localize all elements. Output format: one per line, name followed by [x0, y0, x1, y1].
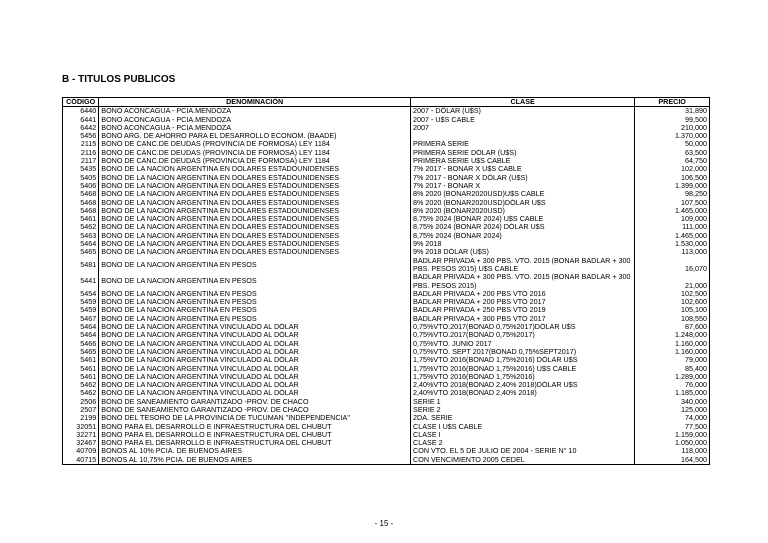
cell-class: 2DA. SERIE	[411, 414, 635, 422]
cell-name: BONO PARA EL DESARROLLO E INFRAESTRUCTURA DEL CHUBUT	[99, 431, 411, 439]
cell-name: BONO DE LA NACION ARGENTINA EN DOLARES ESTADOUNIDENSES	[99, 165, 411, 173]
cell-name: BONOS AL 10% PCIA. DE BUENOS AIRES	[99, 447, 411, 455]
cell-code: 2506	[63, 398, 99, 406]
cell-code: 6440	[63, 107, 99, 116]
cell-price: 98,250	[635, 190, 710, 198]
cell-class: CLASE I U$S CABLE	[411, 423, 635, 431]
cell-name: BONO DE LA NACION ARGENTINA EN PESOS	[99, 315, 411, 323]
cell-name: BONO DEL TESORO DE LA PROVINCIA DE TUCUMAN "INDEPENDENCIA"	[99, 414, 411, 422]
cell-name: BONO ACONCAGUA - PCIA.MENDOZA	[99, 107, 411, 116]
cell-code: 5465	[63, 348, 99, 356]
table-row	[63, 207, 710, 215]
table-row	[63, 165, 710, 173]
cell-class: 8% 2020 (BONAR2020USD)U$S CABLE	[411, 190, 635, 198]
cell-price: 1.370,000	[635, 132, 710, 140]
cell-code: 5405	[63, 174, 99, 182]
cell-class: 0,75%VTO. SEPT 2017(BONAD 0,75%SEPT2017)	[411, 348, 635, 356]
cell-price: 109,000	[635, 215, 710, 223]
cell-price: 118,000	[635, 447, 710, 455]
cell-name: BONO DE LA NACION ARGENTINA VINCULADO AL DÓLAR	[99, 373, 411, 381]
cell-price: 1.160,000	[635, 340, 710, 348]
cell-code: 5462	[63, 223, 99, 231]
table-row	[63, 240, 710, 248]
cell-name: BONO DE LA NACION ARGENTINA EN PESOS	[99, 273, 411, 290]
cell-class: SERIE 1	[411, 398, 635, 406]
cell-class: 8% 2020 (BONAR2020USD)	[411, 207, 635, 215]
table-row	[63, 124, 710, 132]
cell-name: BONO ARG. DE AHORRO PARA EL DESARROLLO ECONOM. (BAADE)	[99, 132, 411, 140]
table-row	[63, 447, 710, 455]
table-row	[63, 356, 710, 364]
cell-class: PRIMERA SERIE	[411, 140, 635, 148]
cell-price: 340,000	[635, 398, 710, 406]
cell-name: BONO DE LA NACION ARGENTINA VINCULADO AL DÓLAR	[99, 389, 411, 397]
cell-code: 32051	[63, 423, 99, 431]
header-code: CÓDIGO	[63, 98, 99, 107]
table-row	[63, 199, 710, 207]
page-number: - 15 -	[374, 519, 394, 528]
section-title: B - TITULOS PUBLICOS	[62, 74, 176, 85]
cell-code: 5459	[63, 298, 99, 306]
cell-class: 8,75% 2024 (BONAR 2024) U$S CABLE	[411, 215, 635, 223]
cell-price: 107,500	[635, 199, 710, 207]
cell-code: 40709	[63, 447, 99, 455]
table-row	[63, 257, 710, 274]
cell-code: 5461	[63, 215, 99, 223]
cell-price: 77,500	[635, 423, 710, 431]
cell-code: 5461	[63, 356, 99, 364]
cell-name: BONO DE LA NACION ARGENTINA EN DOLARES ESTADOUNIDENSES	[99, 199, 411, 207]
cell-code: 5454	[63, 290, 99, 298]
cell-price: 102,600	[635, 298, 710, 306]
cell-class: 2,40%VTO 2018(BONAD 2,40% 2018)DÓLAR U$S	[411, 381, 635, 389]
cell-class: 2007 - U$S CABLE	[411, 116, 635, 124]
cell-price: 113,000	[635, 248, 710, 256]
cell-name: BONO DE LA NACION ARGENTINA EN DOLARES ESTADOUNIDENSES	[99, 182, 411, 190]
cell-code: 5468	[63, 190, 99, 198]
cell-code: 32271	[63, 431, 99, 439]
cell-class: 9% 2018 DÓLAR (U$S)	[411, 248, 635, 256]
cell-name: BONO DE LA NACION ARGENTINA EN PESOS	[99, 257, 411, 274]
cell-class: BADLAR PRIVADA + 200 PBS VTO 2017	[411, 298, 635, 306]
table-row	[63, 373, 710, 381]
cell-name: BONO DE SANEAMIENTO GARANTIZADO -PROV. DE CHACO	[99, 398, 411, 406]
header-price: PRECIO	[635, 98, 710, 107]
cell-code: 2507	[63, 406, 99, 414]
cell-price: 1.289,000	[635, 373, 710, 381]
cell-name: BONO ACONCAGUA - PCIA.MENDOZA	[99, 124, 411, 132]
table-row	[63, 107, 710, 116]
cell-price: 64,750	[635, 157, 710, 165]
table-row	[63, 174, 710, 182]
table-row	[63, 182, 710, 190]
cell-name: BONO DE LA NACION ARGENTINA EN DOLARES ESTADOUNIDENSES	[99, 207, 411, 215]
table-row	[63, 315, 710, 323]
public-bonds-table	[62, 97, 710, 465]
table-row	[63, 248, 710, 256]
cell-price: 102,500	[635, 290, 710, 298]
table-row	[63, 340, 710, 348]
table-row	[63, 456, 710, 465]
cell-class: BADLAR PRIVADA + 300 PBS. VTO. 2015 (BONAR BADLAR + 300 PBS. PESOS 2015)	[411, 273, 635, 290]
cell-price: 210,000	[635, 124, 710, 132]
cell-class: 7% 2017 - BONAR X DÓLAR (U$S)	[411, 174, 635, 182]
cell-price: 50,000	[635, 140, 710, 148]
table-header-row	[63, 98, 710, 107]
cell-price: 102,000	[635, 165, 710, 173]
cell-name: BONO DE LA NACION ARGENTINA VINCULADO AL DÓLAR	[99, 381, 411, 389]
cell-class: 8,75% 2024 (BONAR 2024) DÓLAR U$S	[411, 223, 635, 231]
cell-class: 9% 2018	[411, 240, 635, 248]
table-row	[63, 140, 710, 148]
table-row	[63, 365, 710, 373]
table-row	[63, 381, 710, 389]
cell-name: BONO DE LA NACION ARGENTINA EN DOLARES ESTADOUNIDENSES	[99, 232, 411, 240]
cell-price: 1.399,000	[635, 182, 710, 190]
table-row	[63, 149, 710, 157]
cell-name: BONO DE LA NACION ARGENTINA EN PESOS	[99, 290, 411, 298]
table-row	[63, 132, 710, 140]
table-row	[63, 398, 710, 406]
table-row	[63, 389, 710, 397]
table-row	[63, 323, 710, 331]
table-row	[63, 439, 710, 447]
cell-price: 1.160,000	[635, 348, 710, 356]
cell-class: CON VTO. EL 5 DE JULIO DE 2004 - SERIE N° 10	[411, 447, 635, 455]
cell-name: BONO DE CANC.DE DEUDAS (PROVINCIA DE FORMOSA) LEY 1184	[99, 140, 411, 148]
cell-name: BONO DE LA NACION ARGENTINA EN DOLARES ESTADOUNIDENSES	[99, 190, 411, 198]
cell-price: 99,500	[635, 116, 710, 124]
cell-name: BONOS AL 10,75% PCIA. DE BUENOS AIRES	[99, 456, 411, 465]
cell-name: BONO DE LA NACION ARGENTINA VINCULADO AL DÓLAR	[99, 365, 411, 373]
cell-code: 5481	[63, 257, 99, 274]
cell-name: BONO DE LA NACION ARGENTINA VINCULADO AL DÓLAR	[99, 323, 411, 331]
cell-code: 5467	[63, 315, 99, 323]
table-row	[63, 431, 710, 439]
cell-class: 7% 2017 - BONAR X	[411, 182, 635, 190]
cell-code: 5461	[63, 365, 99, 373]
cell-name: BONO DE LA NACION ARGENTINA EN PESOS	[99, 306, 411, 314]
cell-class: BADLAR PRIVADA + 300 PBS. VTO. 2015 (BONAR BADLAR + 300 PBS. PESOS 2015) U$S CABLE	[411, 257, 635, 274]
cell-price: 1.050,000	[635, 439, 710, 447]
cell-class: 2,40%VTO 2018(BONAD 2,40% 2018)	[411, 389, 635, 397]
cell-code: 5461	[63, 373, 99, 381]
cell-class: CLASE 2	[411, 439, 635, 447]
cell-code: 5462	[63, 381, 99, 389]
cell-price: 31,890	[635, 107, 710, 116]
cell-class: 8% 2020 (BONAR2020USD)DÓLAR U$S	[411, 199, 635, 207]
cell-price: 74,000	[635, 414, 710, 422]
cell-price: 63,500	[635, 149, 710, 157]
cell-class: 1,75%VTO 2016(BONAD 1,75%2016) DÓLAR U$S	[411, 356, 635, 364]
cell-code: 40715	[63, 456, 99, 465]
cell-code: 5464	[63, 240, 99, 248]
table-row	[63, 223, 710, 231]
cell-class: 0,75%VTO.2017(BONAD 0,75%2017)	[411, 331, 635, 339]
cell-name: BONO DE LA NACION ARGENTINA VINCULADO AL DÓLAR	[99, 331, 411, 339]
header-class: CLASE	[411, 98, 635, 107]
cell-class: 7% 2017 - BONAR X U$S CABLE	[411, 165, 635, 173]
cell-price: 16,070	[635, 257, 710, 274]
cell-price: 1.530,000	[635, 240, 710, 248]
cell-code: 6442	[63, 124, 99, 132]
cell-class: BADLAR PRIVADA + 300 PBS VTO 2017	[411, 315, 635, 323]
cell-name: BONO DE CANC.DE DEUDAS (PROVINCIA DE FORMOSA) LEY 1184	[99, 149, 411, 157]
cell-price: 1.159,000	[635, 431, 710, 439]
cell-code: 2115	[63, 140, 99, 148]
table-body	[63, 107, 710, 465]
table-row	[63, 273, 710, 290]
cell-code: 5459	[63, 306, 99, 314]
cell-class: 0,75%VTO. JUNIO 2017	[411, 340, 635, 348]
cell-code: 2117	[63, 157, 99, 165]
cell-code: 5466	[63, 340, 99, 348]
table-row	[63, 414, 710, 422]
cell-class: SERIE 2	[411, 406, 635, 414]
cell-class: CLASE I	[411, 431, 635, 439]
cell-name: BONO DE LA NACION ARGENTINA EN DOLARES ESTADOUNIDENSES	[99, 223, 411, 231]
cell-class: 0,75%VTO.2017(BONAD 0,75%2017)DÓLAR U$S	[411, 323, 635, 331]
cell-class: 1,75%VTO 2016(BONAD 1,75%2016)	[411, 373, 635, 381]
cell-name: BONO DE LA NACION ARGENTINA EN DOLARES ESTADOUNIDENSES	[99, 215, 411, 223]
cell-code: 5465	[63, 248, 99, 256]
table-row	[63, 290, 710, 298]
cell-name: BONO PARA EL DESARROLLO E INFRAESTRUCTURA DEL CHUBUT	[99, 423, 411, 431]
cell-price: 106,500	[635, 174, 710, 182]
cell-class: BADLAR PRIVADA + 250 PBS VTO 2019	[411, 306, 635, 314]
cell-name: BONO DE LA NACION ARGENTINA VINCULADO AL DÓLAR	[99, 340, 411, 348]
cell-price: 79,000	[635, 356, 710, 364]
cell-price: 1.185,000	[635, 389, 710, 397]
cell-price: 105,100	[635, 306, 710, 314]
cell-name: BONO DE LA NACION ARGENTINA EN PESOS	[99, 298, 411, 306]
cell-code: 5464	[63, 331, 99, 339]
cell-price: 87,600	[635, 323, 710, 331]
cell-price: 21,000	[635, 273, 710, 290]
cell-price: 1.465,000	[635, 207, 710, 215]
cell-class: 1,75%VTO 2016(BONAD 1,75%2016) U$S CABLE	[411, 365, 635, 373]
table-row	[63, 116, 710, 124]
table-row	[63, 298, 710, 306]
cell-price: 164,500	[635, 456, 710, 465]
table-row	[63, 190, 710, 198]
cell-class: PRIMERA SERIE U$S CABLE	[411, 157, 635, 165]
cell-name: BONO DE LA NACION ARGENTINA VINCULADO AL DÓLAR	[99, 348, 411, 356]
cell-price: 1.248,000	[635, 331, 710, 339]
cell-class: 8,75% 2024 (BONAR 2024)	[411, 232, 635, 240]
cell-class: BADLAR PRIVADA + 200 PBS VTO 2016	[411, 290, 635, 298]
cell-code: 5463	[63, 232, 99, 240]
table-row	[63, 348, 710, 356]
cell-code: 2199	[63, 414, 99, 422]
cell-name: BONO PARA EL DESARROLLO E INFRAESTRUCTURA DEL CHUBUT	[99, 439, 411, 447]
header-name: DENOMINACIÓN	[99, 98, 411, 107]
table-row	[63, 215, 710, 223]
cell-code: 5468	[63, 207, 99, 215]
table-row	[63, 232, 710, 240]
cell-code: 32467	[63, 439, 99, 447]
table-row	[63, 306, 710, 314]
cell-price: 125,000	[635, 406, 710, 414]
cell-code: 2116	[63, 149, 99, 157]
cell-class: PRIMERA SERIE DÓLAR (U$S)	[411, 149, 635, 157]
cell-price: 76,000	[635, 381, 710, 389]
cell-name: BONO DE LA NACION ARGENTINA EN DOLARES ESTADOUNIDENSES	[99, 174, 411, 182]
table-row	[63, 406, 710, 414]
cell-code: 5406	[63, 182, 99, 190]
cell-class: 2007 - DÓLAR (U$S)	[411, 107, 635, 116]
cell-name: BONO DE LA NACION ARGENTINA EN DOLARES ESTADOUNIDENSES	[99, 248, 411, 256]
cell-code: 5462	[63, 389, 99, 397]
cell-code: 5435	[63, 165, 99, 173]
cell-code: 5468	[63, 199, 99, 207]
cell-price: 1.465,000	[635, 232, 710, 240]
cell-name: BONO DE SANEAMIENTO GARANTIZADO -PROV. DE CHACO	[99, 406, 411, 414]
cell-code: 5456	[63, 132, 99, 140]
cell-code: 5441	[63, 273, 99, 290]
cell-price: 108,550	[635, 315, 710, 323]
cell-code: 6441	[63, 116, 99, 124]
table-row	[63, 157, 710, 165]
cell-class: CON VENCIMIENTO 2005 CEDEL	[411, 456, 635, 465]
cell-name: BONO DE LA NACION ARGENTINA VINCULADO AL DÓLAR	[99, 356, 411, 364]
cell-name: BONO ACONCAGUA - PCIA.MENDOZA	[99, 116, 411, 124]
cell-class: 2007	[411, 124, 635, 132]
cell-name: BONO DE CANC.DE DEUDAS (PROVINCIA DE FORMOSA) LEY 1184	[99, 157, 411, 165]
table-row	[63, 423, 710, 431]
cell-name: BONO DE LA NACION ARGENTINA EN DOLARES ESTADOUNIDENSES	[99, 240, 411, 248]
cell-code: 5464	[63, 323, 99, 331]
cell-class	[411, 132, 635, 140]
cell-price: 111,000	[635, 223, 710, 231]
cell-price: 85,400	[635, 365, 710, 373]
table-row	[63, 331, 710, 339]
